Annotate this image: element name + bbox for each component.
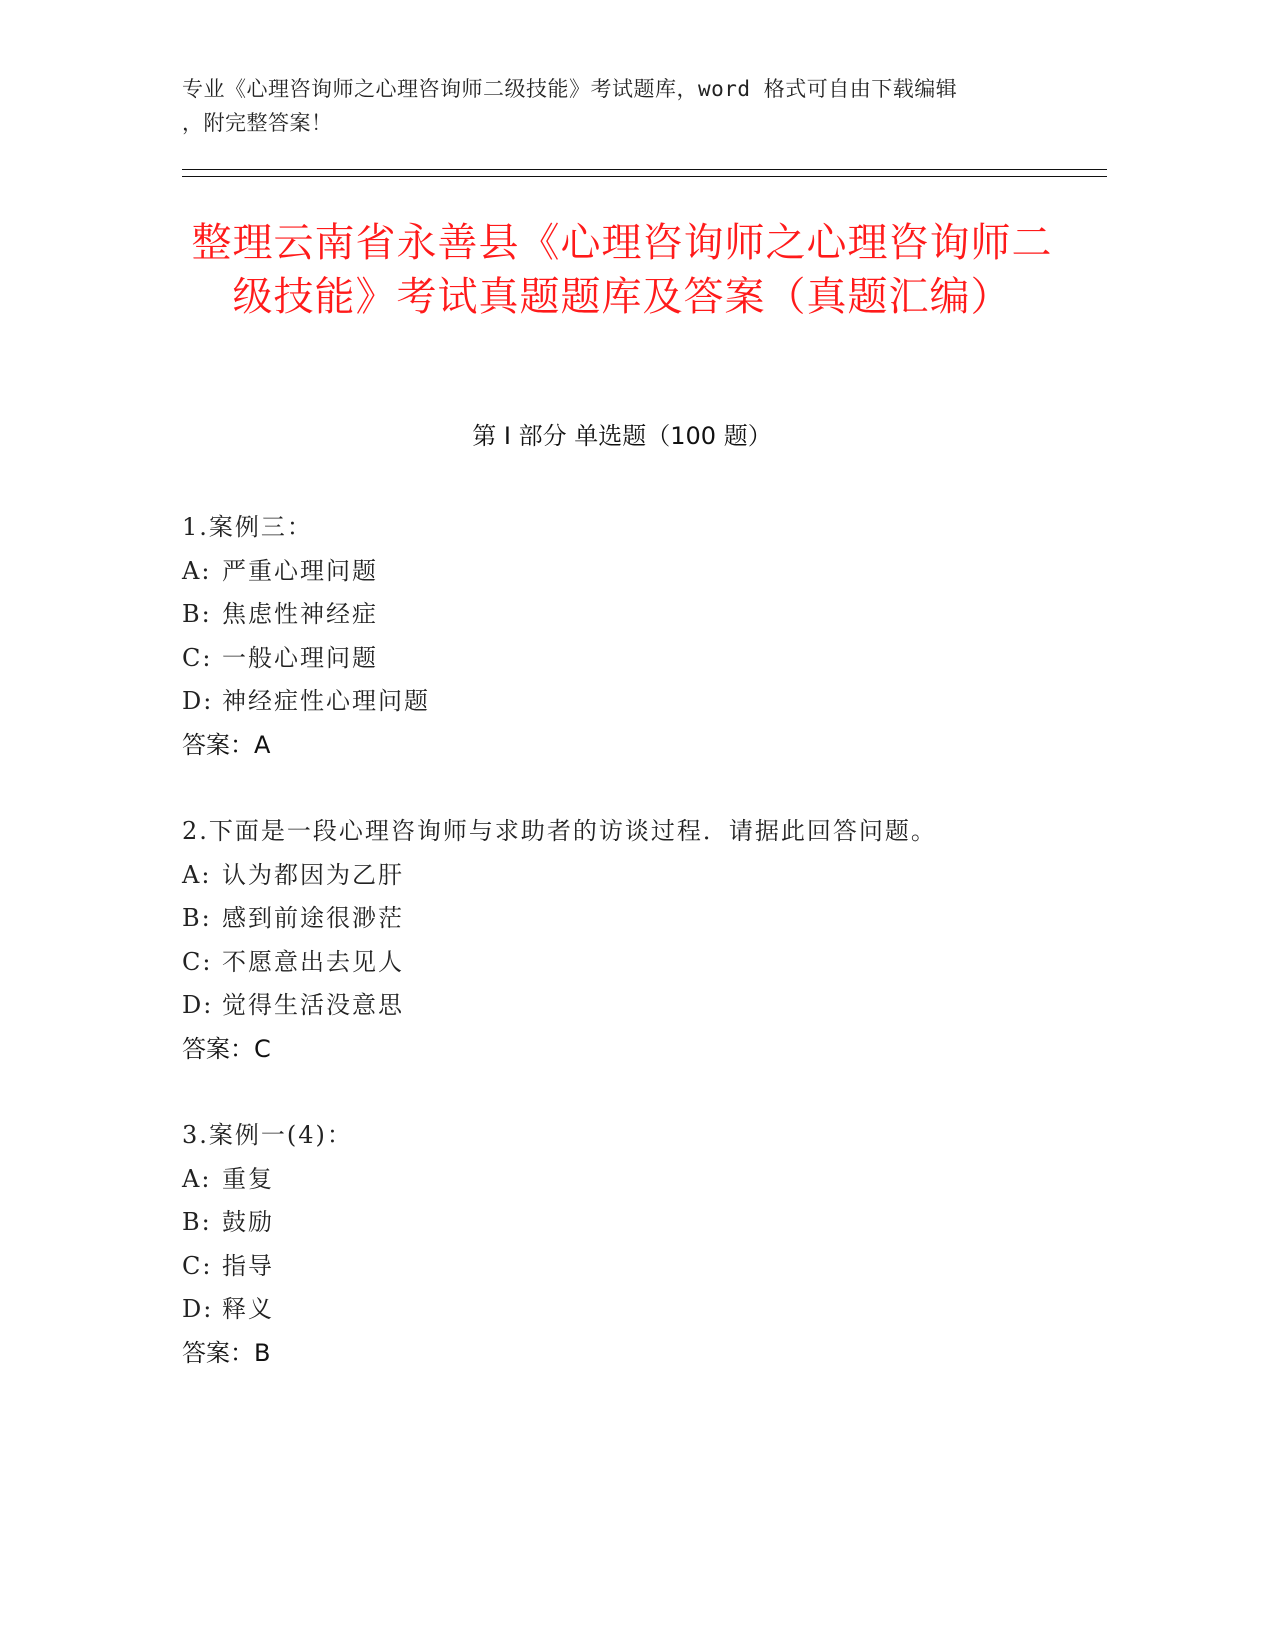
option-text: 鼓励 [222, 1208, 274, 1236]
option-letter: A: [182, 1164, 212, 1193]
answer-line [182, 724, 1082, 768]
option-d [182, 680, 1082, 724]
question-1 [182, 506, 1082, 767]
option-letter: C: [182, 1251, 213, 1280]
answer-label: 答案： [182, 730, 254, 759]
section-heading: 第 I 部分 单选题（100 题） [472, 422, 772, 450]
option-text: 指导 [222, 1251, 274, 1280]
option-a [182, 1158, 1082, 1202]
option-letter: D: [182, 687, 214, 715]
option-a [182, 854, 1082, 898]
option-letter: C: [182, 947, 213, 976]
option-text: 神经症性心理问题 [222, 687, 430, 715]
question-stem: 2.下面是一段心理咨询师与求助者的访谈过程．请据此回答问题。 [182, 817, 937, 845]
option-b [182, 897, 1082, 941]
question-2 [182, 810, 1082, 1071]
option-a [182, 550, 1082, 594]
option-text: 重复 [222, 1164, 274, 1193]
answer-line [182, 1332, 1082, 1376]
option-text: 觉得生活没意思 [222, 991, 404, 1019]
answer-value: B [254, 1338, 271, 1367]
answer-label: 答案： [182, 1338, 254, 1367]
option-d [182, 1288, 1082, 1332]
option-letter: B: [182, 904, 212, 932]
header-rule-top [182, 169, 1107, 170]
option-letter: D: [182, 1295, 214, 1323]
option-text: 感到前途很渺茫 [222, 904, 404, 932]
answer-line [182, 1028, 1082, 1072]
header-note: 专业《心理咨询师之心理咨询师二级技能》考试题库，word 格式可自由下载编辑 ，附完整答案！ [182, 77, 958, 135]
option-letter: B: [182, 600, 212, 628]
option-text: 焦虑性神经症 [222, 600, 378, 628]
option-text: 认为都因为乙肝 [222, 860, 404, 889]
answer-label: 答案： [182, 1034, 254, 1063]
question-stem: 1.案例三： [182, 513, 313, 541]
option-letter: D: [182, 991, 214, 1019]
option-text: 严重心理问题 [222, 556, 378, 585]
option-b [182, 1201, 1082, 1245]
option-c [182, 637, 1082, 681]
question-list [182, 506, 1082, 1418]
option-b [182, 593, 1082, 637]
option-letter: C: [182, 643, 213, 672]
option-text: 不愿意出去见人 [222, 947, 404, 976]
option-letter: A: [182, 556, 212, 585]
option-letter: B: [182, 1208, 212, 1236]
option-c [182, 1245, 1082, 1289]
option-text: 一般心理问题 [222, 643, 378, 672]
question-stem: 3.案例一(4)： [182, 1121, 353, 1149]
option-text: 释义 [222, 1295, 274, 1323]
document-title: 整理云南省永善县《心理咨询师之心理咨询师二级技能》考试真题题库及答案（真题汇编） [191, 220, 1053, 320]
option-d [182, 984, 1082, 1028]
question-3 [182, 1114, 1082, 1375]
answer-value: C [254, 1034, 271, 1063]
header-rule-bottom [182, 176, 1107, 177]
option-letter: A: [182, 860, 212, 889]
answer-value: A [254, 730, 271, 759]
option-c [182, 941, 1082, 985]
